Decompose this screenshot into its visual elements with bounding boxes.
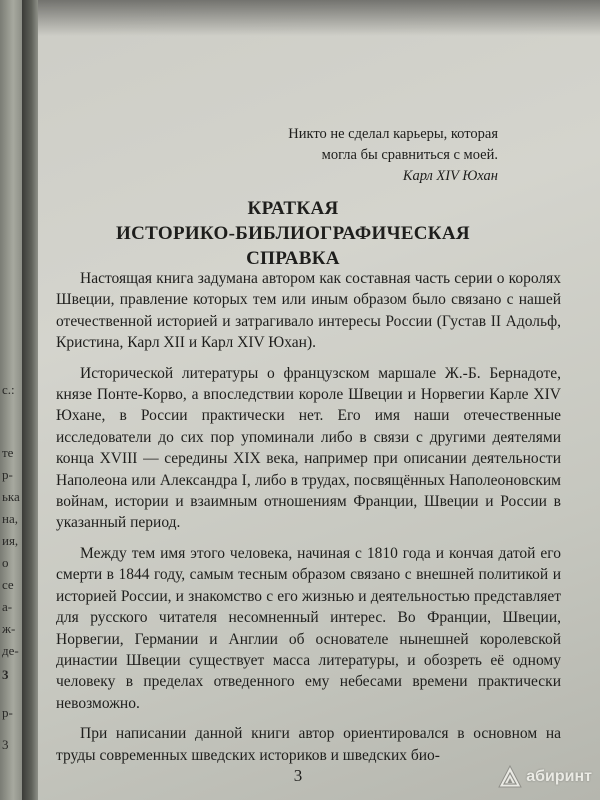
left-page-fragment: 3 bbox=[2, 667, 9, 682]
left-page-fragment: ж- bbox=[2, 621, 16, 636]
heading-line: КРАТКАЯ bbox=[247, 198, 339, 219]
heading-line: СПРАВКА bbox=[246, 248, 340, 269]
left-page-fragment: р- bbox=[2, 705, 13, 720]
paragraph: Между тем имя этого человека, начиная с 1810 года и кончая датой его смерти в 1844 году, самым тесным образом связано с внешней политикой и историей России, и знакомство с его жизнью и деятельностью представляет для русского читателя несомненный интерес. Во Франции, Швеции, Норвегии, Германии и Англии об основателе нынешней королевской династии Швеции существует масса литературы, и обозреть её одному человеку в пределах отведенного ему небесами времени практически невозможно. bbox=[56, 544, 561, 712]
epigraph-line: могла бы сравниться с моей. bbox=[321, 147, 498, 163]
epigraph-author: Карл XIV Юхан bbox=[402, 168, 498, 184]
page-shadow bbox=[38, 0, 600, 36]
left-page-fragment: о bbox=[2, 555, 9, 570]
paragraph: Исторической литературы о французском маршале Ж.-Б. Бернадоте, князе Понте-Корво, а впоследствии короле Швеции и Норвегии Карле XIV Юхане, в России практически нет. Его имя наши отечественные исследователи до сих пор упоминали либо в связи с другими деятелями конца XVIII — середины XIX века, например при описании деятельности Наполеона или Александра I, либо в трудах, посвящённых Наполеоновским войнам, истории и взаимным отношениям Франции, Швеции и России в указанный период. bbox=[56, 364, 561, 532]
paragraph: Настоящая книга задумана автором как составная часть серии о королях Швеции, правление которых тем или иным образом было связано с нашей отечественной историей и затрагивало интересы России (Густав II Адольф, Кристина, Карл XII и Карл XIV Юхан). bbox=[56, 270, 561, 352]
left-page-fragment: на, bbox=[2, 511, 18, 526]
left-page-edge bbox=[0, 0, 22, 800]
left-page-fragment: се bbox=[2, 577, 14, 592]
left-page-fragment: а- bbox=[2, 599, 13, 614]
left-page-fragment: 3 bbox=[2, 737, 9, 752]
book-gutter bbox=[22, 0, 38, 800]
book-page bbox=[38, 0, 600, 800]
watermark bbox=[497, 764, 592, 790]
left-page-fragment: р- bbox=[2, 467, 13, 482]
page-number: 3 bbox=[293, 766, 303, 785]
labirint-logo-icon bbox=[497, 764, 523, 790]
body-text bbox=[56, 268, 561, 775]
left-page-fragment: те bbox=[2, 445, 14, 460]
epigraph bbox=[148, 124, 498, 187]
paragraph: При написании данной книги автор ориентировался в основном на труды современных шведских историков и шведских био- bbox=[56, 725, 561, 764]
left-page-fragment: ька bbox=[2, 489, 20, 504]
watermark-text: абиринт bbox=[526, 768, 592, 785]
left-page-fragment: с.: bbox=[2, 382, 15, 397]
chapter-heading bbox=[68, 196, 518, 271]
epigraph-line: Никто не сделал карьеры, которая bbox=[288, 126, 498, 142]
heading-line: ИСТОРИКО-БИБЛИОГРАФИЧЕСКАЯ bbox=[116, 223, 470, 244]
left-page-fragment: де- bbox=[2, 643, 19, 658]
left-page-fragment: ия, bbox=[2, 533, 19, 548]
